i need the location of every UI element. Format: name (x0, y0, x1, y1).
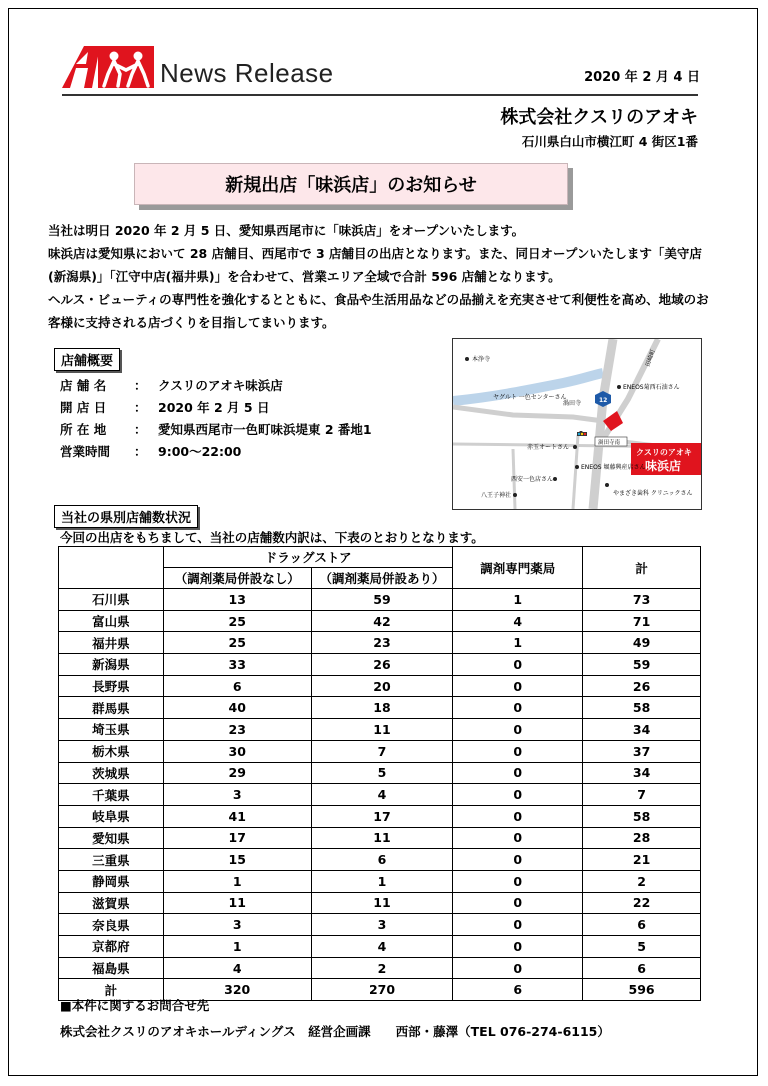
cell-total: 59 (583, 654, 701, 676)
intro-paragraph: 当社は明日 2020 年 2 月 5 日、愛知県西尾市に「味浜店」をオープンいたします。 (48, 223, 525, 238)
overview-value: 2020 年 2 月 5 日 (158, 400, 270, 415)
cell-pharmacy: 0 (453, 675, 583, 697)
table-row (59, 936, 701, 958)
cell-with: 4 (311, 784, 453, 806)
map-label-eneos-bottom: ENEOS 堀藤興産店さん (581, 464, 646, 471)
map-label-akatama: 赤玉オートさん (527, 444, 570, 451)
cell-without: 25 (163, 610, 311, 632)
cell-without: 40 (163, 697, 311, 719)
overview-row (60, 420, 372, 442)
store-overview (60, 376, 372, 464)
cell-without: 33 (163, 654, 311, 676)
map-label-tasakimachi: 田崎町 (644, 348, 658, 368)
cell-total: 28 (583, 827, 701, 849)
cell-pharmacy: 0 (453, 740, 583, 762)
map-label-yaguchi: ヤグルト 一色センターさん (493, 394, 567, 401)
cell-total: 58 (583, 805, 701, 827)
map-label-nishian: 西安一色店さん (511, 476, 554, 483)
contact-heading: ■本件に関するお問合せ先 (60, 998, 210, 1013)
cell-with: 4 (311, 936, 453, 958)
cell-pref: 千葉県 (59, 784, 164, 806)
overview-key: 開 店 日 (60, 400, 107, 415)
map-label-honjo: 本浄寺 (472, 356, 491, 363)
cell-without: 29 (163, 762, 311, 784)
cell-without: 15 (163, 849, 311, 871)
cell-pref: 京都府 (59, 936, 164, 958)
contact-line: 株式会社クスリのアオキホールディングス 経営企画課 西部・藤澤（TEL 076-274-6115） (60, 1024, 610, 1039)
cell-total: 2 (583, 870, 701, 892)
map-route-number: 12 (599, 397, 608, 404)
cell-pharmacy: 0 (453, 957, 583, 979)
cell-without: 4 (163, 957, 311, 979)
cell-pref: 滋賀県 (59, 892, 164, 914)
overview-value: 愛知県西尾市一色町味浜堤東 2 番地1 (158, 422, 372, 437)
store-count-rows (59, 589, 701, 1001)
map-store-brand: クスリのアオキ (636, 448, 692, 457)
cell-with: 26 (311, 654, 453, 676)
overview-row (60, 376, 372, 398)
cell-with: 6 (311, 849, 453, 871)
cell-pharmacy: 0 (453, 936, 583, 958)
cell-pref: 岐阜県 (59, 805, 164, 827)
cell-pref: 奈良県 (59, 914, 164, 936)
table-row (59, 740, 701, 762)
overview-colon: ： (134, 422, 147, 437)
cell-without: 3 (163, 914, 311, 936)
table-row (59, 849, 701, 871)
store-count-table (58, 546, 701, 1001)
cell-pharmacy: 0 (453, 849, 583, 871)
overview-key: 所 在 地 (60, 422, 107, 437)
cell-pref: 愛知県 (59, 827, 164, 849)
cell-total: 71 (583, 610, 701, 632)
cell-pharmacy: 0 (453, 827, 583, 849)
cell-pharmacy: 0 (453, 914, 583, 936)
cell-total: 58 (583, 697, 701, 719)
cell-total: 37 (583, 740, 701, 762)
cell-pref: 茨城県 (59, 762, 164, 784)
cell-with: 17 (311, 805, 453, 827)
table-row (59, 610, 701, 632)
cell-without: 30 (163, 740, 311, 762)
overview-key: 営業時間 (60, 444, 111, 459)
cell-pref: 長野県 (59, 675, 164, 697)
header-pref (59, 547, 164, 589)
cell-pharmacy: 0 (453, 654, 583, 676)
overview-colon: ： (134, 378, 147, 393)
cell-without: 25 (163, 632, 311, 654)
intro-text (48, 219, 718, 334)
map-label-yamazaki: やまざき歯科 クリニックさん (613, 490, 693, 497)
cell-pref: 三重県 (59, 849, 164, 871)
cell-with: 3 (311, 914, 453, 936)
cell-with: 18 (311, 697, 453, 719)
cell-with: 11 (311, 719, 453, 741)
table-note: 今回の出店をもちまして、当社の店舗数内訳は、下表のとおりとなります。 (60, 530, 484, 545)
cell-pharmacy: 0 (453, 892, 583, 914)
cell-with: 5 (311, 762, 453, 784)
overview-key: 店 舗 名 (60, 378, 107, 393)
table-row (59, 870, 701, 892)
table-row (59, 914, 701, 936)
cell-with: 59 (311, 589, 453, 611)
cell-total: 49 (583, 632, 701, 654)
cell-pref: 栃木県 (59, 740, 164, 762)
cell-without: 13 (163, 589, 311, 611)
cell-pharmacy: 0 (453, 870, 583, 892)
cell-pharmacy: 1 (453, 589, 583, 611)
overview-row (60, 398, 372, 420)
cell-total: 5 (583, 936, 701, 958)
cell-pharmacy: 4 (453, 610, 583, 632)
cell-without: 6 (163, 675, 311, 697)
cell-total: 34 (583, 719, 701, 741)
header-drugstore: ドラッグストア (163, 547, 453, 568)
release-date: 2020 年 2 月 4 日 (584, 70, 700, 85)
map-label-hachioji: 八王子神社 (481, 492, 512, 499)
cell-pharmacy: 0 (453, 784, 583, 806)
overview-colon: ： (134, 400, 147, 415)
cell-with: 11 (311, 827, 453, 849)
store-map (452, 338, 702, 510)
overview-value: クスリのアオキ味浜店 (158, 378, 283, 393)
cell-with: 1 (311, 870, 453, 892)
table-row (59, 827, 701, 849)
store-count-label: 当社の県別店舗数状況 (54, 505, 198, 528)
cell-pharmacy: 0 (453, 697, 583, 719)
cell-total: 26 (583, 675, 701, 697)
cell-with: 20 (311, 675, 453, 697)
page-title (134, 163, 568, 205)
table-row (59, 762, 701, 784)
header-rule (62, 94, 698, 96)
cell-with: 7 (311, 740, 453, 762)
cell-total: 73 (583, 589, 701, 611)
cell-pharmacy: 0 (453, 805, 583, 827)
map-label-shiraku: 渦田寺南 (598, 440, 621, 446)
table-row (59, 719, 701, 741)
cell-pref: 埼玉県 (59, 719, 164, 741)
map-label-eneos-top: ENEOS菊西石油さん (623, 384, 680, 391)
cell-pref: 富山県 (59, 610, 164, 632)
cell-total: 6 (583, 914, 701, 936)
table-row (59, 589, 701, 611)
company-name: 株式会社クスリのアオキ (500, 107, 698, 128)
header-pharmacy: 調剤専門薬局 (453, 547, 583, 589)
cell-pharmacy: 0 (453, 719, 583, 741)
cell-without: 1 (163, 870, 311, 892)
cell-with: 11 (311, 892, 453, 914)
table-row (59, 654, 701, 676)
cell-without: 23 (163, 719, 311, 741)
cell-pref: 新潟県 (59, 654, 164, 676)
cell-total: 21 (583, 849, 701, 871)
aoki-logo (62, 44, 154, 90)
cell-pharmacy: 1 (453, 632, 583, 654)
cell-total: 7 (583, 784, 701, 806)
table-row (59, 892, 701, 914)
header-without: （調剤薬局併設なし） (163, 568, 311, 589)
overview-row (60, 442, 372, 464)
cell-without: 17 (163, 827, 311, 849)
header-with: （調剤薬局併設あり） (311, 568, 453, 589)
cell-without: 11 (163, 892, 311, 914)
news-release-label: News Release (160, 58, 334, 88)
table-row (59, 697, 701, 719)
cell-pharmacy: 0 (453, 762, 583, 784)
cell-with: 270 (311, 979, 453, 1001)
cell-pref: 静岡県 (59, 870, 164, 892)
table-row (59, 675, 701, 697)
cell-pref: 福井県 (59, 632, 164, 654)
cell-without: 3 (163, 784, 311, 806)
cell-pref: 群馬県 (59, 697, 164, 719)
cell-with: 2 (311, 957, 453, 979)
cell-total: 596 (583, 979, 701, 1001)
intro-paragraph: ヘルス・ビューティの専門性を強化するとともに、食品や生活用品などの品揃えを充実させて利便性を高め、地域のお客様に支持される店づくりを目指してまいります。 (48, 292, 709, 330)
page-title-text: 新規出店「味浜店」のお知らせ (225, 175, 477, 196)
intro-paragraph: 味浜店は愛知県において 28 店舗目、西尾市で 3 店舗目の出店となります。また、同日オープンいたします「美守店(新潟県)」「江守中店(福井県)」を合わせて、営業エリア全域で合計 596 店舗となります。 (48, 246, 702, 284)
header-total: 計 (583, 547, 701, 589)
cell-with: 23 (311, 632, 453, 654)
table-row (59, 957, 701, 979)
cell-with: 42 (311, 610, 453, 632)
table-row (59, 632, 701, 654)
cell-pref: 計 (59, 979, 164, 1001)
company-address: 石川県白山市横江町 4 街区1番 (521, 134, 698, 149)
cell-pref: 福島県 (59, 957, 164, 979)
cell-pref: 石川県 (59, 589, 164, 611)
cell-total: 22 (583, 892, 701, 914)
overview-value: 9:00～22:00 (158, 444, 242, 459)
map-label-tsurumi: 渦田寺 (563, 400, 582, 407)
table-row (59, 784, 701, 806)
cell-without: 41 (163, 805, 311, 827)
table-row (59, 805, 701, 827)
cell-total: 6 (583, 957, 701, 979)
map-store-name: 味浜店 (645, 459, 682, 473)
overview-colon: ： (134, 444, 147, 459)
cell-without: 320 (163, 979, 311, 1001)
store-overview-label: 店舗概要 (54, 348, 120, 371)
cell-total: 34 (583, 762, 701, 784)
cell-without: 1 (163, 936, 311, 958)
cell-pharmacy: 6 (453, 979, 583, 1001)
